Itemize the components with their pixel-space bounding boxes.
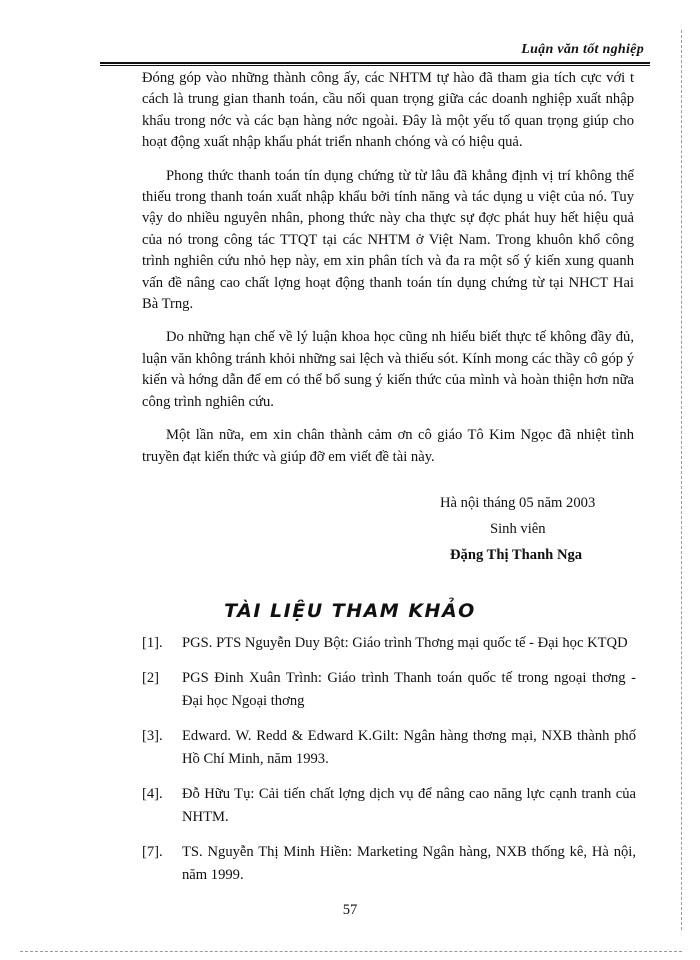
reference-number: [1]. <box>142 635 163 651</box>
references-list <box>142 632 636 899</box>
reference-number: [2] <box>142 670 160 686</box>
body-text <box>142 68 634 480</box>
reference-text: PGS. PTS Nguyễn Duy Bột: Giáo trình Thơng mại quốc tế - Đại học KTQD <box>182 635 628 651</box>
reference-number: [3]. <box>142 728 163 744</box>
reference-item <box>142 632 636 655</box>
page-border-right <box>681 30 682 930</box>
page-number: 57 <box>342 902 358 918</box>
reference-item <box>142 841 636 887</box>
reference-item <box>142 725 636 771</box>
reference-item <box>142 667 636 713</box>
header-rule <box>100 62 650 64</box>
paragraph-thanks: Một lần nữa, em xin chân thành cảm ơn cô giáo Tô Kim Ngọc đã nhiệt tình truyền đạt kiến thức và giúp đỡ em viết đề tài này. <box>142 427 634 465</box>
reference-item <box>142 783 636 829</box>
paragraph-payment-method: Phong thức thanh toán tín dụng chứng từ từ lâu đã khẳng định vị trí không thể thiếu trong thanh toán xuất nhập khẩu bởi tính năng và tác dụng u việt của nó. Tuy vậy do nhiều nguyên nhân, phong thức này cha thực sự đợc phát huy hết hiệu quả của nó trong công tác TTQT tại các NHTM ở Việt Nam. Trong khuôn khổ công trình nghiên cứu nhỏ hẹp này, em xin phân tích và đa ra một số ý kiến xung quanh vấn đề nâng cao chất lợng hoạt động thanh toán tín dụng chứng từ tại NHCT Hai Bà Trng. <box>142 167 634 313</box>
reference-number: [4]. <box>142 786 163 802</box>
signature-role: Sinh viên <box>490 521 546 537</box>
signature-date: Hà nội tháng 05 năm 2003 <box>440 495 596 511</box>
paragraph-limitations: Do những hạn chế về lý luận khoa học cũng nh hiểu biết thực tế không đầy đủ, luận văn không tránh khỏi những sai lệch và thiếu sót. Kính mong các thầy cô góp ý kiến và hớng dẫn để em có thể bổ sung ý kiến thức của mình và hoàn thiện hơn nữa công trình nghiên cứu. <box>142 329 634 410</box>
running-header-title: Luận văn tốt nghiệp <box>521 42 644 57</box>
reference-text: Edward. W. Redd & Edward K.Gilt: Ngân hàng thơng mại, NXB thành phố Hồ Chí Minh, năm 1993. <box>182 728 636 767</box>
signature-block <box>400 490 660 568</box>
reference-text: Đỗ Hữu Tụ: Cải tiến chất lợng dịch vụ để nâng cao năng lực cạnh tranh của NHTM. <box>182 786 636 825</box>
page-border-bottom <box>20 951 682 952</box>
reference-text: TS. Nguyễn Thị Minh Hiền: Marketing Ngân hàng, NXB thống kê, Hà nội, năm 1999. <box>182 844 636 883</box>
header-rule-thin <box>100 65 650 66</box>
paragraph-contributions: Đóng góp vào những thành công ấy, các NHTM tự hào đã tham gia tích cực với t cách là trung gian thanh toán, cầu nối quan trọng giữa các doanh nghiệp xuất nhập khẩu trong nớc và các bạn hàng nớc ngoài. Đây là một yếu tố quan trọng giúp cho hoạt động xuất nhập khẩu phát triển nhanh chóng và có hiệu quả. <box>142 70 634 151</box>
references-title: TÀI LIỆU THAM KHẢO <box>224 600 476 622</box>
reference-number: [7]. <box>142 844 163 860</box>
signature-name: Đặng Thị Thanh Nga <box>450 547 583 563</box>
reference-text: PGS Đinh Xuân Trình: Giáo trình Thanh toán quốc tế trong ngoại thơng - Đại học Ngoại thơng <box>182 670 636 709</box>
